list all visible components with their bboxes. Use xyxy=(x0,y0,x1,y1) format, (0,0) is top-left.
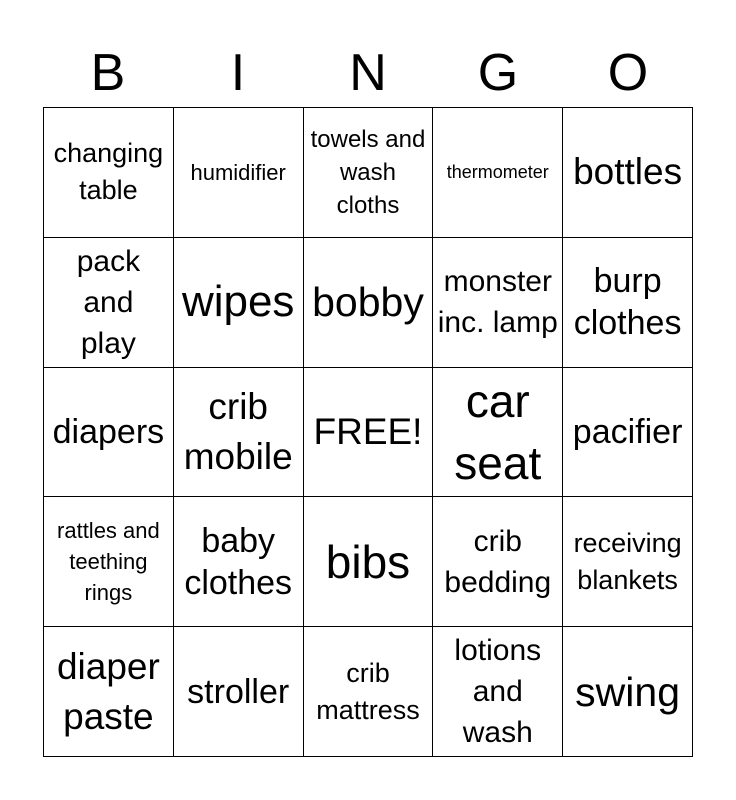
bingo-cell[interactable] xyxy=(304,368,434,498)
bingo-cell[interactable] xyxy=(433,238,563,368)
bingo-cell[interactable] xyxy=(304,627,434,757)
cell-label: bobby xyxy=(312,279,424,326)
cell-label: diapers xyxy=(52,412,165,451)
bingo-cell[interactable] xyxy=(44,627,174,757)
bingo-cell[interactable] xyxy=(563,627,693,757)
bingo-cell[interactable] xyxy=(174,497,304,627)
header-letter-o: O xyxy=(607,44,649,102)
bingo-cell[interactable] xyxy=(44,368,174,498)
cell-label: humidifier xyxy=(190,159,286,185)
cell-label: diaper paste xyxy=(56,645,160,737)
cell-label: swing xyxy=(575,668,680,715)
cell-label: lotions and wash xyxy=(454,634,542,750)
bingo-cell[interactable] xyxy=(304,238,434,368)
bingo-cell[interactable] xyxy=(563,368,693,498)
bingo-cell[interactable] xyxy=(304,108,434,238)
bingo-cell[interactable] xyxy=(563,108,693,238)
bingo-grid xyxy=(43,107,693,757)
bingo-cell[interactable] xyxy=(44,108,174,238)
bingo-cell[interactable] xyxy=(433,497,563,627)
cell-label: burp clothes xyxy=(573,262,682,343)
header-letter-n: N xyxy=(349,44,387,102)
bingo-cell[interactable] xyxy=(44,497,174,627)
cell-label: baby clothes xyxy=(184,521,293,602)
bingo-cell[interactable] xyxy=(563,497,693,627)
cell-label: car seat xyxy=(454,374,542,489)
cell-label: bibs xyxy=(325,535,411,588)
bingo-cell[interactable] xyxy=(433,108,563,238)
cell-label: thermometer xyxy=(446,162,549,183)
bingo-cell[interactable] xyxy=(174,108,304,238)
cell-label: changing table xyxy=(53,138,164,206)
cell-label: wipes xyxy=(181,277,295,327)
header-letter-g: G xyxy=(477,44,519,102)
bingo-cell[interactable] xyxy=(433,627,563,757)
bingo-header xyxy=(43,40,693,106)
header-letter-b: B xyxy=(90,44,126,102)
cell-label: FREE! xyxy=(313,410,423,452)
bingo-cell[interactable] xyxy=(304,497,434,627)
bingo-cell[interactable] xyxy=(433,368,563,498)
cell-label: bottles xyxy=(573,151,683,193)
cell-label: receiving blankets xyxy=(573,527,682,595)
cell-label: crib mobile xyxy=(183,385,293,477)
bingo-cell[interactable] xyxy=(563,238,693,368)
cell-label: rattles and teething rings xyxy=(57,518,160,606)
cell-label: towels and wash cloths xyxy=(310,125,426,219)
header-letter-i: I xyxy=(230,44,246,102)
cell-label: pack and play xyxy=(76,244,141,360)
cell-label: monster inc. lamp xyxy=(437,265,558,340)
bingo-cell[interactable] xyxy=(174,627,304,757)
bingo-cell[interactable] xyxy=(44,238,174,368)
cell-label: stroller xyxy=(187,672,290,711)
bingo-cell[interactable] xyxy=(174,368,304,498)
cell-label: crib mattress xyxy=(316,657,420,725)
cell-label: pacifier xyxy=(572,412,683,451)
cell-label: crib bedding xyxy=(444,524,552,599)
bingo-cell[interactable] xyxy=(174,238,304,368)
